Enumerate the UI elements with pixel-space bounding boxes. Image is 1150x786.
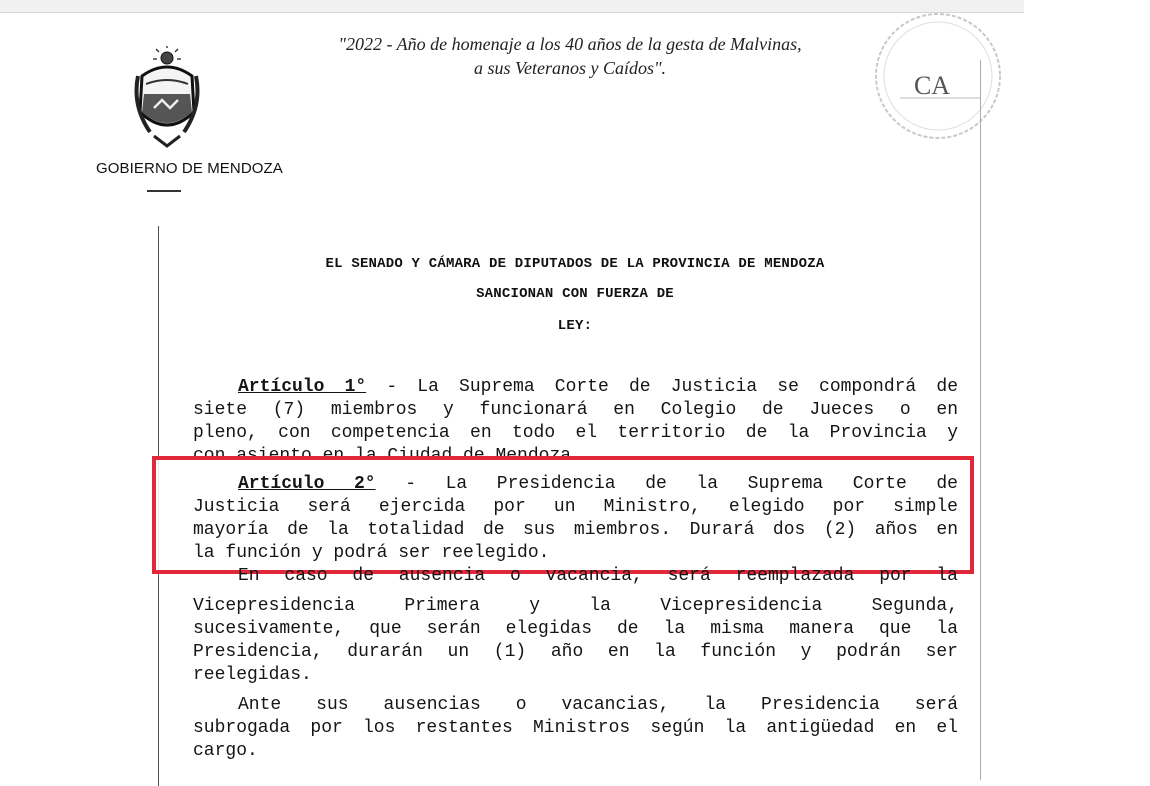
motto-line-2: a sus Veteranos y Caídos".: [473, 58, 667, 78]
government-label: GOBIERNO DE MENDOZA: [96, 160, 283, 177]
article-2-line-1: Artículo 2° - La Presidencia de la Suprema Corte de: [238, 474, 958, 494]
subrogation-line-2: subrogada por los restantes Ministros según la antigüedad en el: [193, 718, 958, 738]
subrogation-line-1: Ante sus ausencias o vacancias, la Presidencia será: [238, 695, 958, 715]
title-line-1: EL SENADO Y CÁMARA DE DIPUTADOS DE LA PROVINCIA DE MENDOZA: [325, 256, 825, 272]
subrogation-line-3: cargo.: [193, 741, 258, 761]
coat-of-arms-icon: [132, 46, 202, 156]
absence-line-1-clipped: [193, 566, 958, 587]
reception-stamp-icon: [862, 6, 1010, 140]
absence-line-4: Presidencia, durarán un (1) año en la función y podrán ser: [193, 642, 958, 662]
article-1-line-3: pleno, con competencia en todo el territorio de la Provincia y: [193, 423, 958, 443]
stamp-initials: CA: [913, 71, 951, 100]
motto-line-1: "2022 - Año de homenaje a los 40 años de la gesta de Malvinas,: [338, 34, 802, 54]
absence-line-5: reelegidas.: [193, 665, 312, 685]
absence-line-3: sucesivamente, que serán elegidas de la misma manera que la: [193, 619, 958, 639]
article-2-line-3: mayoría de la totalidad de sus miembros. Durará dos (2) años en: [193, 520, 958, 540]
article-1-line-1: Artículo 1° - La Suprema Corte de Justicia se compondrá de: [238, 377, 958, 397]
title-line-2: SANCIONAN CON FUERZA DE: [476, 286, 674, 302]
absence-line-1: En caso de ausencia o vacancia, será reemplazada por la: [238, 566, 958, 586]
article-1-line-2: siete (7) miembros y funcionará en Colegio de Jueces o en: [193, 400, 958, 420]
article-1-label: Artículo 1°: [238, 377, 367, 397]
year-motto: [300, 32, 840, 80]
title-line-3: LEY:: [557, 318, 593, 334]
article-2-line-4: la función y podrá ser reelegido.: [193, 543, 550, 563]
article-1-line-4-clipped: [193, 445, 958, 454]
article-2-label: Artículo 2°: [238, 474, 376, 494]
article-2-line-2: Justicia será ejercida por un Ministro, elegido por simple: [193, 497, 958, 517]
header-rule: [147, 190, 181, 192]
absence-line-2: Vicepresidencia Primera y la Vicepresidencia Segunda,: [193, 596, 958, 616]
right-margin-line: [980, 60, 981, 780]
